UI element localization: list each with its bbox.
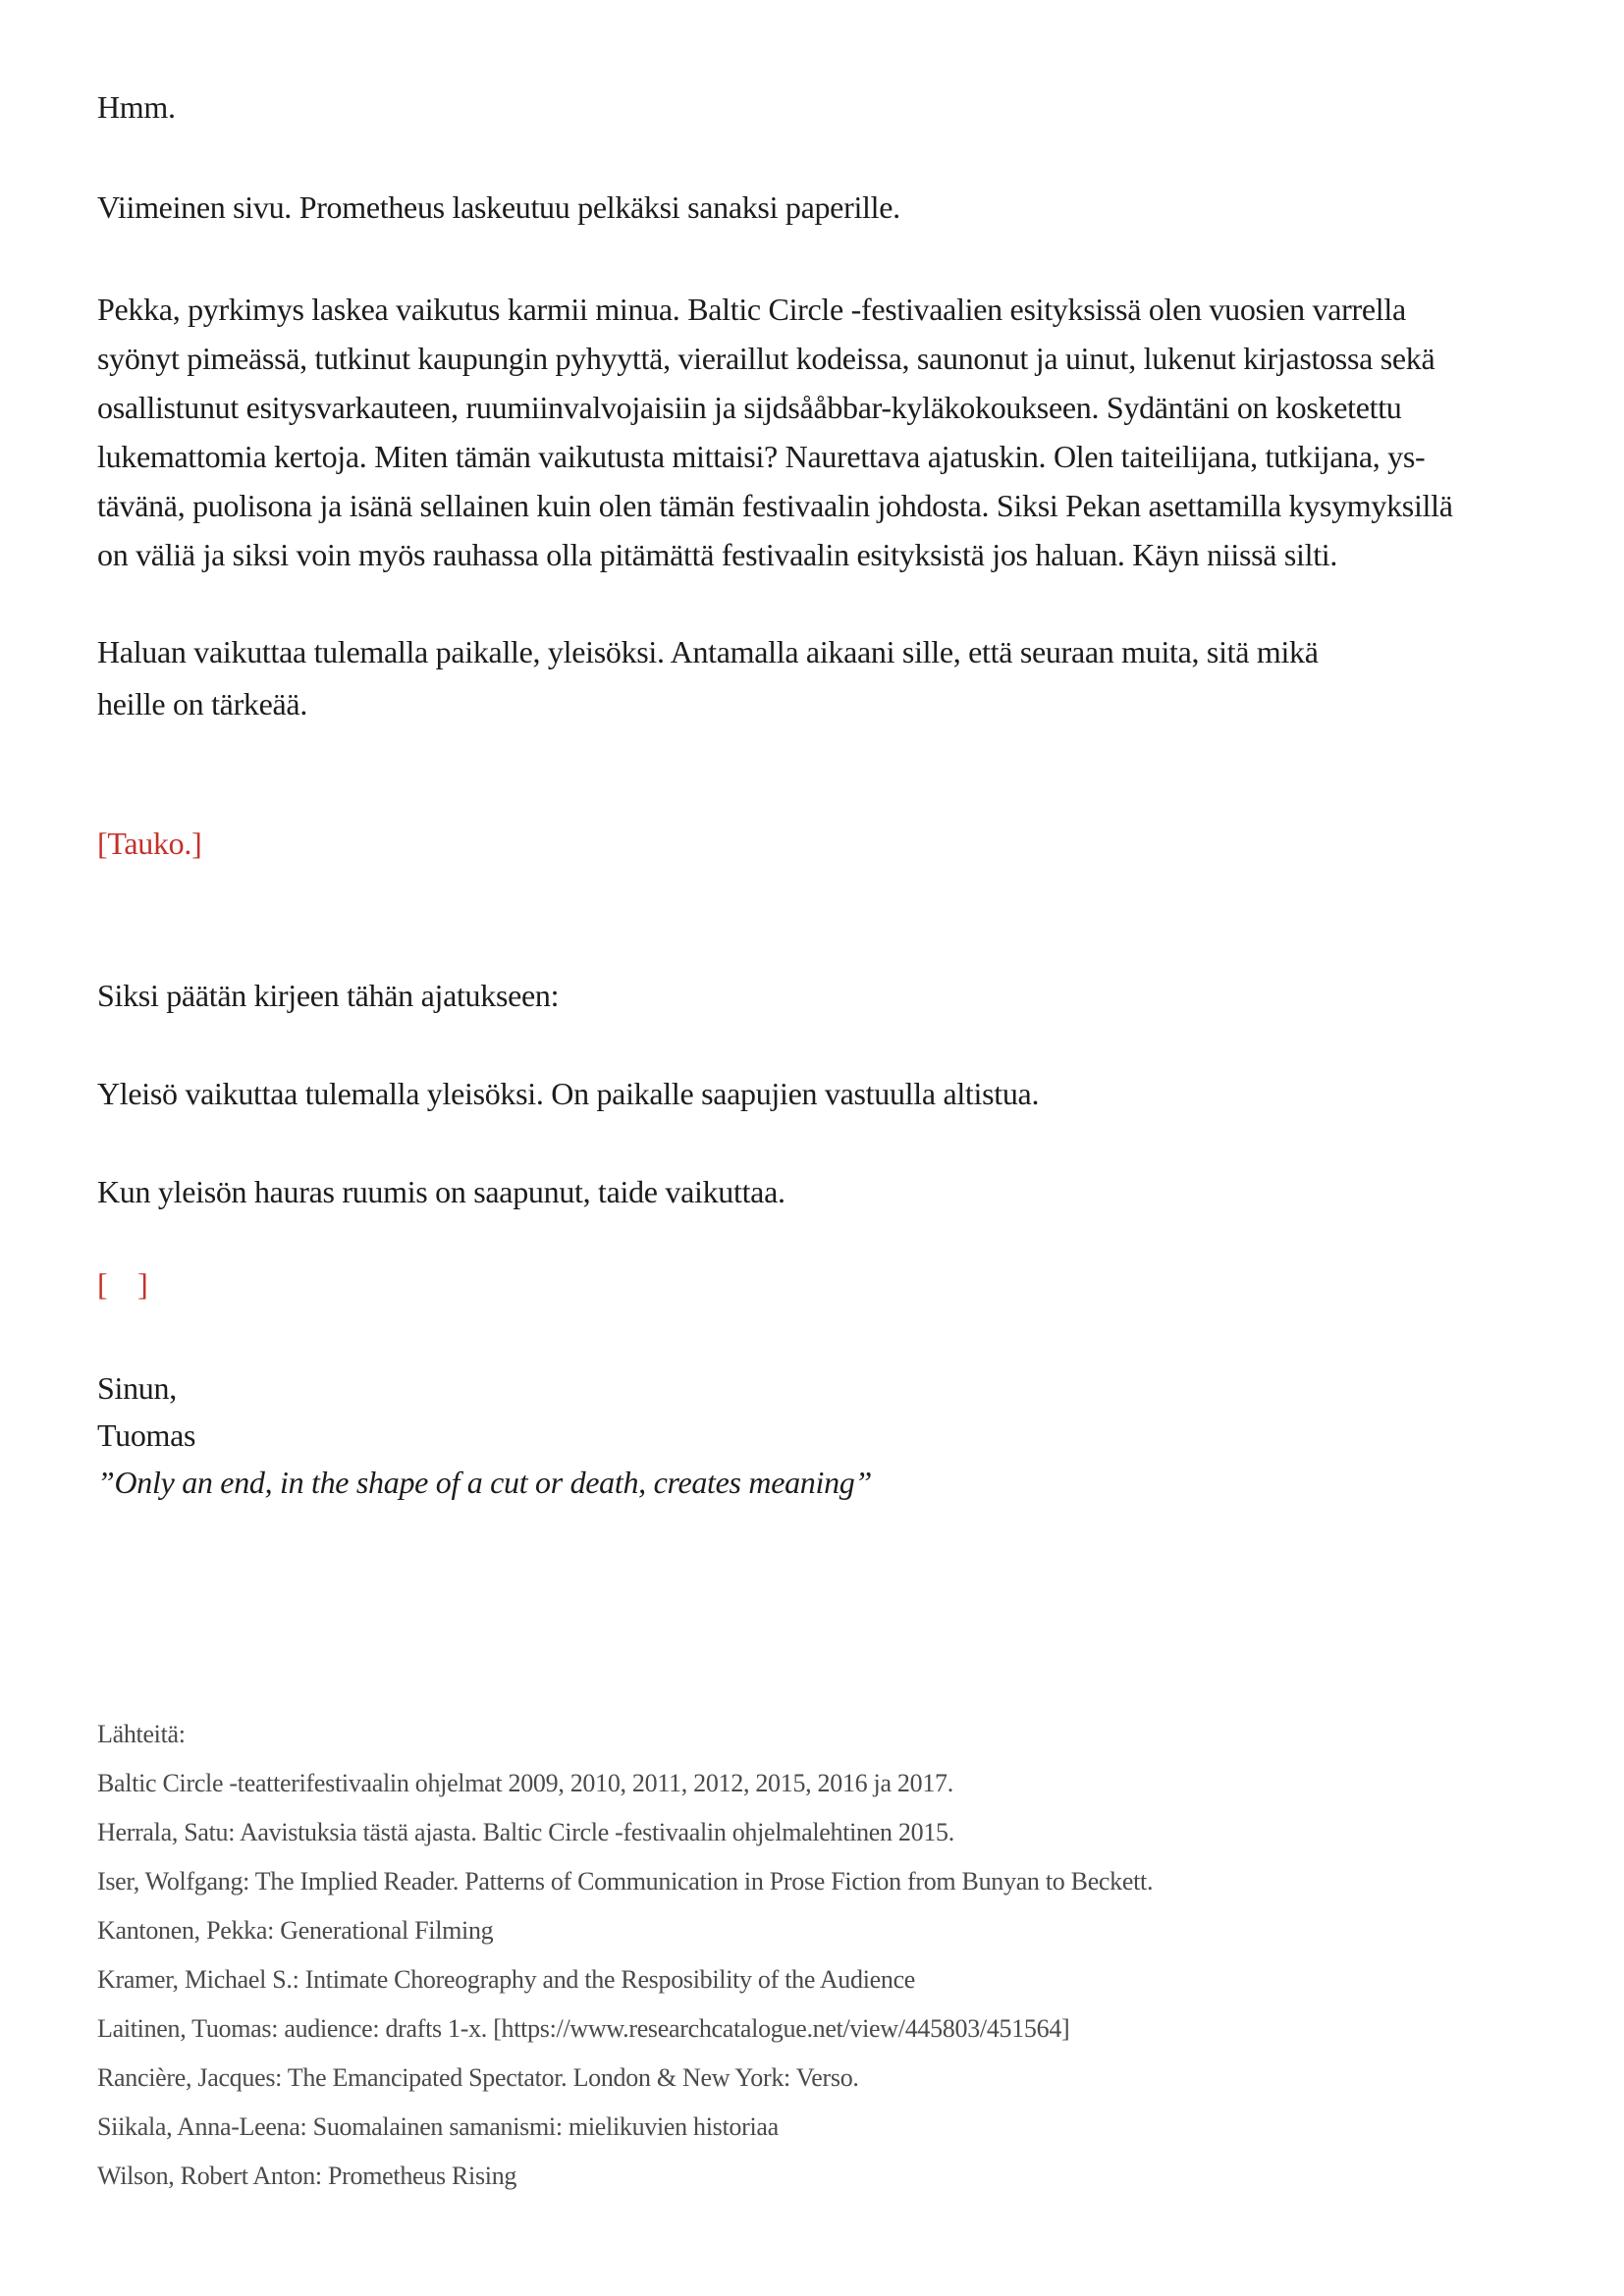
source-item: Laitinen, Tuomas: audience: drafts 1-x. [https://www.researchcatalogue.net/view/445803/451564] xyxy=(97,2014,1070,2043)
paragraph-line: Pekka, pyrkimys laskea vaikutus karmii minua. Baltic Circle -festivaalien esityksissä olen vuosien varrella xyxy=(97,292,1406,327)
signoff-tuomas: Tuomas xyxy=(97,1417,196,1453)
paragraph-line: syönyt pimeässä, tutkinut kaupungin pyhyyttä, vieraillut kodeissa, saunonut ja uinut, lukenut kirjastossa sekä xyxy=(97,341,1435,376)
sources-heading: Lähteitä: xyxy=(97,1720,186,1748)
paragraph-line: on väliä ja siksi voin myös rauhassa olla pitämättä festivaalin esityksistä jos haluan. Käyn niissä silti. xyxy=(97,537,1338,572)
paragraph-line: tävänä, puolisona ja isänä sellainen kuin olen tämän festivaalin johdosta. Siksi Pekan asettamilla kysymyksillä xyxy=(97,488,1453,523)
paragraph-line: heille on tärkeää. xyxy=(97,686,308,721)
source-item: Rancière, Jacques: The Emancipated Spectator. London & New York: Verso. xyxy=(97,2063,859,2092)
paragraph-line: osallistunut esitysvarkauteen, ruumiinvalvojaisiin ja sijdsååbbar-kyläkokoukseen. Sydäntäni on kosketettu xyxy=(97,390,1402,425)
source-item: Herrala, Satu: Aavistuksia tästä ajasta. Baltic Circle -festivaalin ohjelmalehtinen 2015. xyxy=(97,1818,954,1846)
source-item: Kramer, Michael S.: Intimate Choreography and the Resposibility of the Audience xyxy=(97,1965,916,1994)
paragraph-line: lukemattomia kertoja. Miten tämän vaikutusta mittaisi? Naurettava ajatuskin. Olen taiteilijana, tutkijana, ys- xyxy=(97,439,1426,474)
letter-opening: Hmm. xyxy=(97,89,176,125)
signoff-block xyxy=(97,1364,872,1506)
empty-brackets: [ ] xyxy=(97,1266,148,1302)
sources-section xyxy=(97,1710,1153,2201)
signoff-sinun: Sinun, xyxy=(97,1370,177,1406)
statement-kun: Kun yleisön hauras ruumis on saapunut, taide vaikuttaa. xyxy=(97,1174,785,1209)
source-item: Siikala, Anna-Leena: Suomalainen samanismi: mielikuvien historiaa xyxy=(97,2112,779,2141)
paragraph-line: Haluan vaikuttaa tulemalla paikalle, yleisöksi. Antamalla aikaani sille, että seuraan muita, sitä mikä xyxy=(97,634,1319,669)
closing-intro: Siksi päätän kirjeen tähän ajatukseen: xyxy=(97,978,560,1013)
closing-quote: ”Only an end, in the shape of a cut or death, creates meaning” xyxy=(97,1465,872,1500)
last-page-line: Viimeinen sivu. Prometheus laskeutuu pelkäksi sanaksi paperille. xyxy=(97,189,900,225)
pause-marker: [Tauko.] xyxy=(97,826,202,861)
source-item: Baltic Circle -teatterifestivaalin ohjelmat 2009, 2010, 2011, 2012, 2015, 2016 ja 2017. xyxy=(97,1769,953,1797)
source-item: Wilson, Robert Anton: Prometheus Rising xyxy=(97,2162,517,2190)
paragraph-pekka xyxy=(97,285,1453,579)
source-item: Iser, Wolfgang: The Implied Reader. Patterns of Communication in Prose Fiction from Bunyan to Beckett. xyxy=(97,1867,1154,1896)
statement-yleiso: Yleisö vaikuttaa tulemalla yleisöksi. On paikalle saapujien vastuulla altistua. xyxy=(97,1076,1040,1111)
paragraph-haluan xyxy=(97,626,1319,730)
source-item: Kantonen, Pekka: Generational Filming xyxy=(97,1916,494,1945)
